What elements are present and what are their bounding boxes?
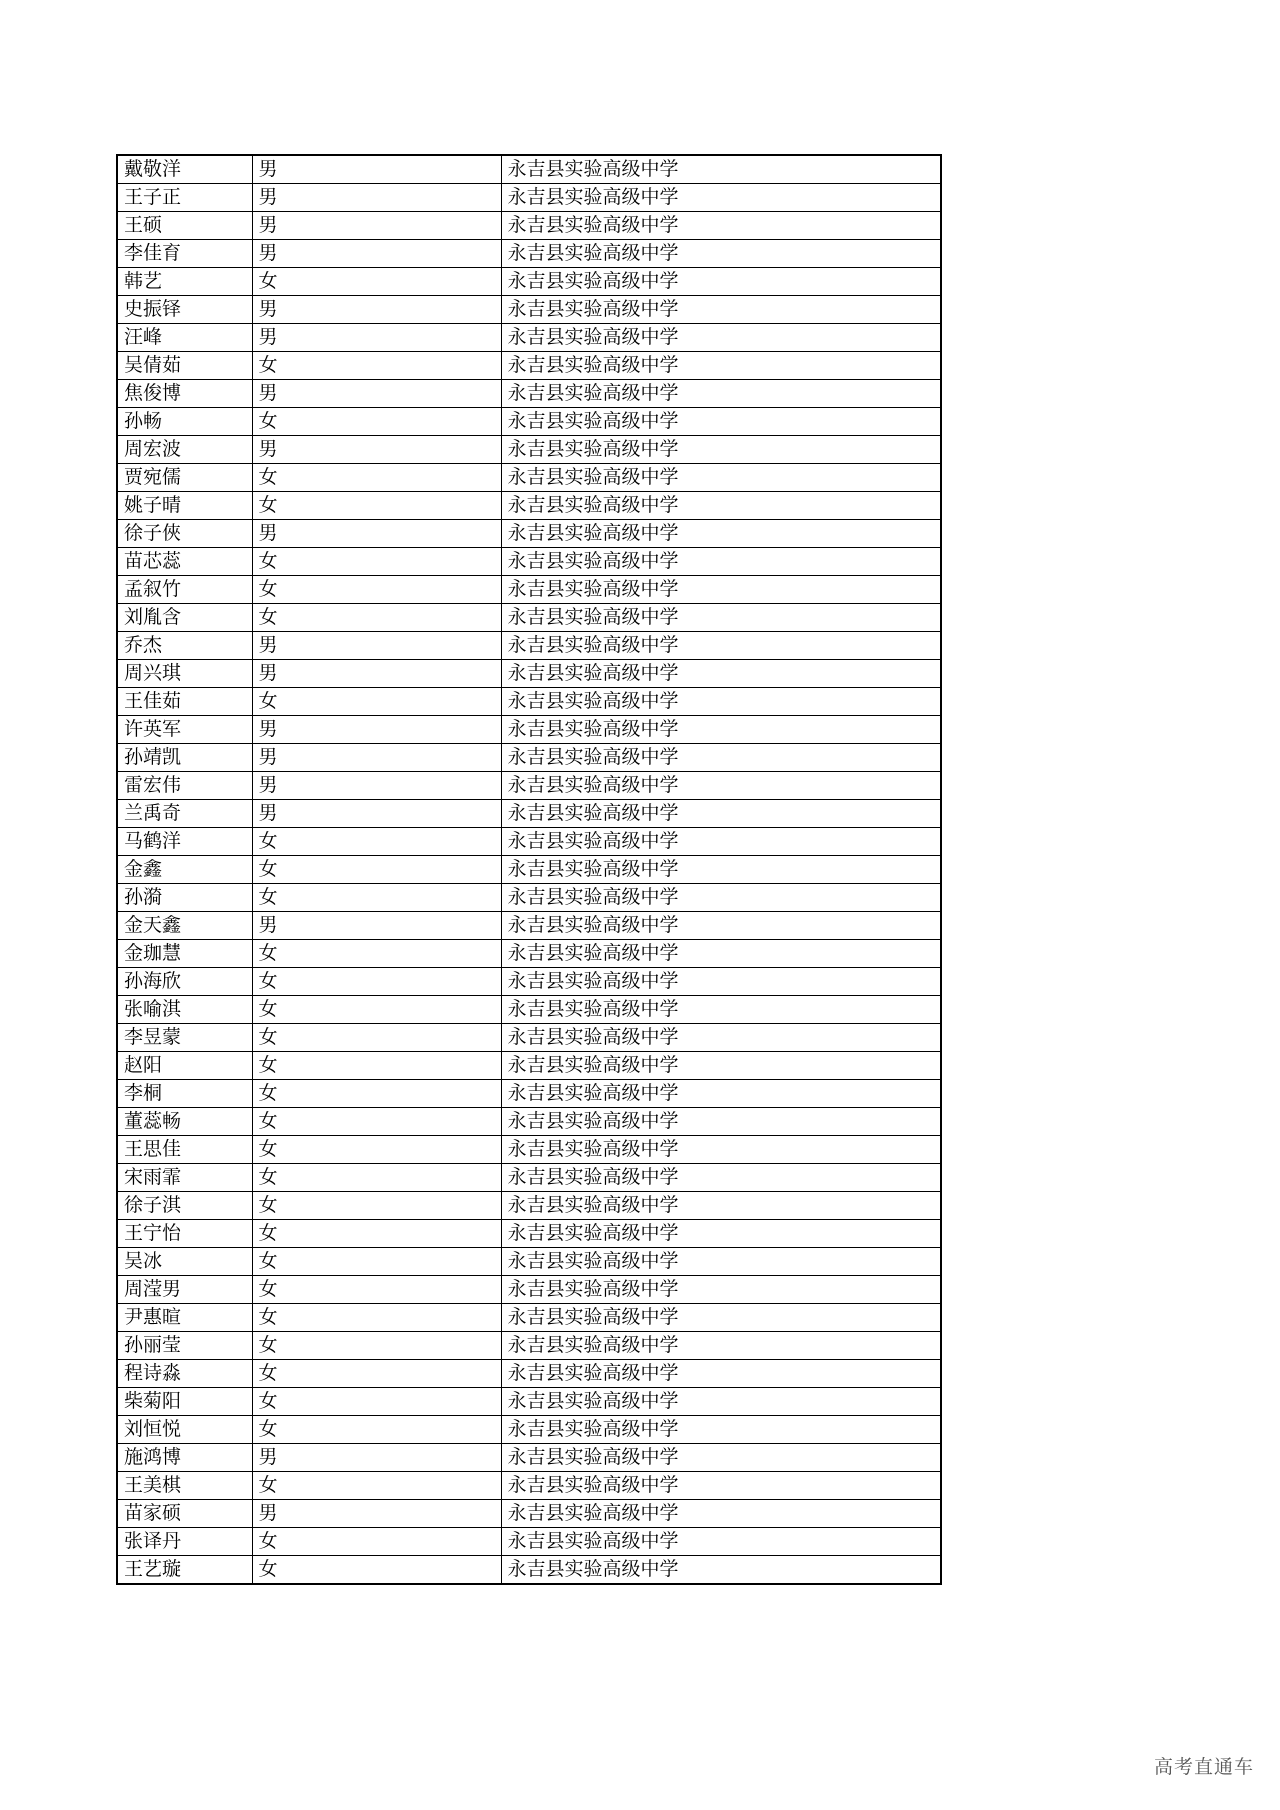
table-row (117, 688, 941, 716)
name-cell: 王美棋 (117, 1472, 252, 1500)
gender-cell: 女 (252, 1248, 501, 1276)
name-cell: 王思佳 (117, 1136, 252, 1164)
name-cell: 徐子淇 (117, 1192, 252, 1220)
name-cell: 孟叙竹 (117, 576, 252, 604)
gender-cell: 女 (252, 492, 501, 520)
gender-cell: 男 (252, 212, 501, 240)
watermark-text: 高考直通车 (1153, 1756, 1254, 1778)
school-cell: 永吉县实验高级中学 (501, 408, 941, 436)
table-row (117, 856, 941, 884)
gender-cell: 男 (252, 744, 501, 772)
name-cell: 张喻淇 (117, 996, 252, 1024)
school-cell: 永吉县实验高级中学 (501, 688, 941, 716)
name-cell: 金天鑫 (117, 912, 252, 940)
name-cell: 周宏波 (117, 436, 252, 464)
gender-cell: 男 (252, 800, 501, 828)
gender-cell: 女 (252, 856, 501, 884)
school-cell: 永吉县实验高级中学 (501, 576, 941, 604)
name-cell: 兰禹奇 (117, 800, 252, 828)
school-cell: 永吉县实验高级中学 (501, 464, 941, 492)
table-row (117, 1220, 941, 1248)
name-cell: 尹惠暄 (117, 1304, 252, 1332)
school-cell: 永吉县实验高级中学 (501, 772, 941, 800)
name-cell: 施鸿博 (117, 1444, 252, 1472)
name-cell: 李昱蒙 (117, 1024, 252, 1052)
name-cell: 焦俊博 (117, 380, 252, 408)
gender-cell: 女 (252, 604, 501, 632)
table-row (117, 1556, 941, 1585)
gender-cell: 女 (252, 1080, 501, 1108)
name-cell: 孙靖凯 (117, 744, 252, 772)
name-cell: 苗家硕 (117, 1500, 252, 1528)
school-cell: 永吉县实验高级中学 (501, 184, 941, 212)
school-cell: 永吉县实验高级中学 (501, 1556, 941, 1585)
table-row (117, 380, 941, 408)
school-cell: 永吉县实验高级中学 (501, 520, 941, 548)
name-cell: 周滢男 (117, 1276, 252, 1304)
name-cell: 周兴琪 (117, 660, 252, 688)
gender-cell: 男 (252, 296, 501, 324)
gender-cell: 男 (252, 324, 501, 352)
table-row (117, 772, 941, 800)
name-cell: 孙海欣 (117, 968, 252, 996)
school-cell: 永吉县实验高级中学 (501, 996, 941, 1024)
gender-cell: 女 (252, 1332, 501, 1360)
table-row (117, 660, 941, 688)
name-cell: 宋雨霏 (117, 1164, 252, 1192)
name-cell: 刘恒悦 (117, 1416, 252, 1444)
school-cell: 永吉县实验高级中学 (501, 968, 941, 996)
school-cell: 永吉县实验高级中学 (501, 1472, 941, 1500)
gender-cell: 男 (252, 660, 501, 688)
gender-cell: 女 (252, 1472, 501, 1500)
name-cell: 雷宏伟 (117, 772, 252, 800)
school-cell: 永吉县实验高级中学 (501, 828, 941, 856)
gender-cell: 男 (252, 380, 501, 408)
table-row (117, 548, 941, 576)
table-row (117, 968, 941, 996)
name-cell: 马鹤洋 (117, 828, 252, 856)
table-row (117, 296, 941, 324)
name-cell: 戴敬洋 (117, 155, 252, 184)
gender-cell: 女 (252, 1416, 501, 1444)
gender-cell: 女 (252, 268, 501, 296)
name-cell: 孙漪 (117, 884, 252, 912)
table-row (117, 155, 941, 184)
table-row (117, 884, 941, 912)
gender-cell: 女 (252, 1528, 501, 1556)
table-row (117, 716, 941, 744)
name-cell: 史振铎 (117, 296, 252, 324)
gender-cell: 女 (252, 1108, 501, 1136)
school-cell: 永吉县实验高级中学 (501, 380, 941, 408)
gender-cell: 女 (252, 1556, 501, 1585)
table-row (117, 492, 941, 520)
name-cell: 董蕊畅 (117, 1108, 252, 1136)
gender-cell: 男 (252, 1500, 501, 1528)
table-row (117, 240, 941, 268)
name-cell: 孙畅 (117, 408, 252, 436)
school-cell: 永吉县实验高级中学 (501, 1108, 941, 1136)
gender-cell: 女 (252, 1136, 501, 1164)
table-row (117, 1472, 941, 1500)
name-cell: 王佳茹 (117, 688, 252, 716)
table-row (117, 632, 941, 660)
school-cell: 永吉县实验高级中学 (501, 324, 941, 352)
name-cell: 汪峰 (117, 324, 252, 352)
school-cell: 永吉县实验高级中学 (501, 716, 941, 744)
table-row (117, 1024, 941, 1052)
gender-cell: 女 (252, 996, 501, 1024)
gender-cell: 男 (252, 184, 501, 212)
gender-cell: 女 (252, 1220, 501, 1248)
table-row (117, 436, 941, 464)
name-cell: 徐子俠 (117, 520, 252, 548)
table-row (117, 268, 941, 296)
gender-cell: 男 (252, 155, 501, 184)
table-row (117, 996, 941, 1024)
name-cell: 姚子晴 (117, 492, 252, 520)
student-roster-table (116, 154, 942, 1585)
school-cell: 永吉县实验高级中学 (501, 800, 941, 828)
gender-cell: 女 (252, 1024, 501, 1052)
school-cell: 永吉县实验高级中学 (501, 1248, 941, 1276)
gender-cell: 女 (252, 408, 501, 436)
school-cell: 永吉县实验高级中学 (501, 1136, 941, 1164)
gender-cell: 男 (252, 632, 501, 660)
table-row (117, 1164, 941, 1192)
table-row (117, 800, 941, 828)
gender-cell: 女 (252, 1360, 501, 1388)
table-row (117, 1304, 941, 1332)
name-cell: 乔杰 (117, 632, 252, 660)
school-cell: 永吉县实验高级中学 (501, 1304, 941, 1332)
table-row (117, 1332, 941, 1360)
name-cell: 王子正 (117, 184, 252, 212)
school-cell: 永吉县实验高级中学 (501, 1192, 941, 1220)
school-cell: 永吉县实验高级中学 (501, 1080, 941, 1108)
table-row (117, 828, 941, 856)
table-row (117, 576, 941, 604)
table-row (117, 1360, 941, 1388)
gender-cell: 女 (252, 464, 501, 492)
table-row (117, 324, 941, 352)
school-cell: 永吉县实验高级中学 (501, 1416, 941, 1444)
table-row (117, 1528, 941, 1556)
table-row (117, 184, 941, 212)
roster-body (117, 155, 941, 1584)
name-cell: 王硕 (117, 212, 252, 240)
name-cell: 张译丹 (117, 1528, 252, 1556)
school-cell: 永吉县实验高级中学 (501, 632, 941, 660)
name-cell: 金珈慧 (117, 940, 252, 968)
school-cell: 永吉县实验高级中学 (501, 1332, 941, 1360)
school-cell: 永吉县实验高级中学 (501, 940, 941, 968)
school-cell: 永吉县实验高级中学 (501, 155, 941, 184)
school-cell: 永吉县实验高级中学 (501, 884, 941, 912)
name-cell: 赵阳 (117, 1052, 252, 1080)
table-row (117, 1052, 941, 1080)
school-cell: 永吉县实验高级中学 (501, 436, 941, 464)
table-row (117, 352, 941, 380)
school-cell: 永吉县实验高级中学 (501, 912, 941, 940)
gender-cell: 女 (252, 1052, 501, 1080)
gender-cell: 女 (252, 1388, 501, 1416)
school-cell: 永吉县实验高级中学 (501, 660, 941, 688)
school-cell: 永吉县实验高级中学 (501, 1164, 941, 1192)
gender-cell: 女 (252, 828, 501, 856)
gender-cell: 男 (252, 520, 501, 548)
school-cell: 永吉县实验高级中学 (501, 1220, 941, 1248)
table-row (117, 464, 941, 492)
gender-cell: 女 (252, 968, 501, 996)
school-cell: 永吉县实验高级中学 (501, 1388, 941, 1416)
gender-cell: 女 (252, 688, 501, 716)
name-cell: 金鑫 (117, 856, 252, 884)
gender-cell: 女 (252, 1192, 501, 1220)
table-row (117, 744, 941, 772)
school-cell: 永吉县实验高级中学 (501, 1500, 941, 1528)
table-row (117, 1248, 941, 1276)
table-row (117, 408, 941, 436)
gender-cell: 女 (252, 548, 501, 576)
table-row (117, 1444, 941, 1472)
school-cell: 永吉县实验高级中学 (501, 856, 941, 884)
gender-cell: 男 (252, 240, 501, 268)
name-cell: 贾宛儒 (117, 464, 252, 492)
school-cell: 永吉县实验高级中学 (501, 604, 941, 632)
school-cell: 永吉县实验高级中学 (501, 1276, 941, 1304)
table-row (117, 1108, 941, 1136)
name-cell: 李桐 (117, 1080, 252, 1108)
school-cell: 永吉县实验高级中学 (501, 492, 941, 520)
table-row (117, 212, 941, 240)
table-row (117, 940, 941, 968)
school-cell: 永吉县实验高级中学 (501, 1444, 941, 1472)
school-cell: 永吉县实验高级中学 (501, 1052, 941, 1080)
table-row (117, 1500, 941, 1528)
gender-cell: 男 (252, 772, 501, 800)
name-cell: 吴倩茹 (117, 352, 252, 380)
table-row (117, 520, 941, 548)
name-cell: 吴冰 (117, 1248, 252, 1276)
name-cell: 刘胤含 (117, 604, 252, 632)
name-cell: 柴菊阳 (117, 1388, 252, 1416)
school-cell: 永吉县实验高级中学 (501, 212, 941, 240)
school-cell: 永吉县实验高级中学 (501, 548, 941, 576)
school-cell: 永吉县实验高级中学 (501, 352, 941, 380)
name-cell: 许英军 (117, 716, 252, 744)
gender-cell: 女 (252, 940, 501, 968)
table-row (117, 604, 941, 632)
table-row (117, 1136, 941, 1164)
gender-cell: 男 (252, 912, 501, 940)
gender-cell: 男 (252, 716, 501, 744)
table-row (117, 1416, 941, 1444)
school-cell: 永吉县实验高级中学 (501, 1024, 941, 1052)
table-row (117, 1388, 941, 1416)
name-cell: 王艺璇 (117, 1556, 252, 1585)
gender-cell: 男 (252, 1444, 501, 1472)
table-row (117, 912, 941, 940)
school-cell: 永吉县实验高级中学 (501, 1360, 941, 1388)
gender-cell: 女 (252, 1276, 501, 1304)
name-cell: 韩艺 (117, 268, 252, 296)
gender-cell: 女 (252, 884, 501, 912)
name-cell: 程诗淼 (117, 1360, 252, 1388)
school-cell: 永吉县实验高级中学 (501, 744, 941, 772)
name-cell: 王宁怡 (117, 1220, 252, 1248)
gender-cell: 女 (252, 352, 501, 380)
name-cell: 苗芯蕊 (117, 548, 252, 576)
table-row (117, 1276, 941, 1304)
school-cell: 永吉县实验高级中学 (501, 240, 941, 268)
name-cell: 孙丽莹 (117, 1332, 252, 1360)
school-cell: 永吉县实验高级中学 (501, 296, 941, 324)
table-row (117, 1080, 941, 1108)
gender-cell: 男 (252, 436, 501, 464)
name-cell: 李佳育 (117, 240, 252, 268)
table-row (117, 1192, 941, 1220)
school-cell: 永吉县实验高级中学 (501, 268, 941, 296)
gender-cell: 女 (252, 576, 501, 604)
school-cell: 永吉县实验高级中学 (501, 1528, 941, 1556)
gender-cell: 女 (252, 1304, 501, 1332)
gender-cell: 女 (252, 1164, 501, 1192)
